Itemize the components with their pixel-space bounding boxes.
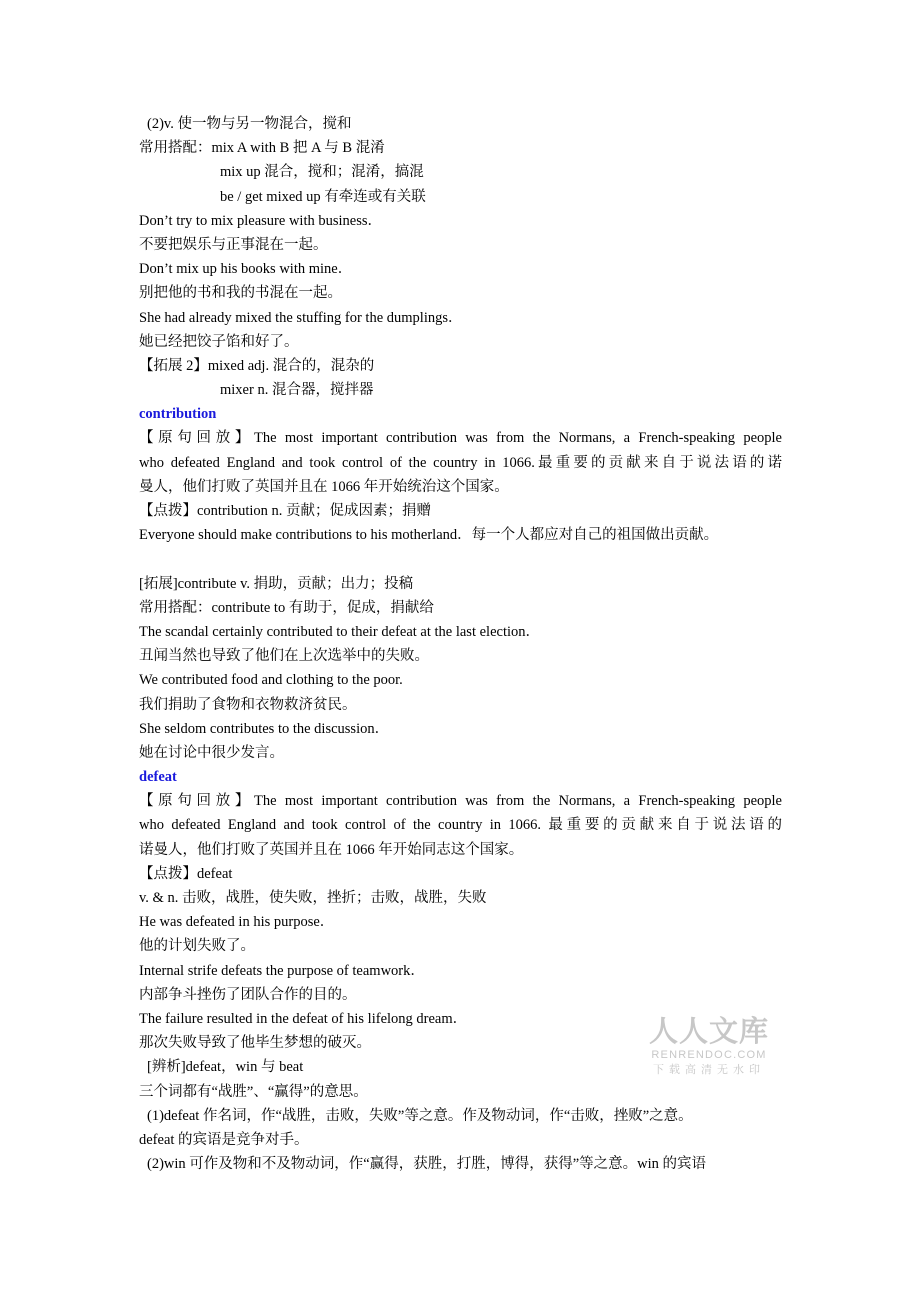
text-line: She had already mixed the stuffing for the dumplings． [139,309,463,326]
watermark-logo [646,1016,772,1078]
text-line: Internal strife defeats the purpose of teamwork． [139,962,425,979]
watermark-subtitle: 下载高清无水印 [653,1064,765,1076]
text-line: Don’t try to mix pleasure with business． [139,212,382,229]
text-line: (2)win 可作及物和不及物动词，作“赢得，获胜，打胜，博得，获得”等之意。win 的宾语 [147,1156,707,1173]
text-line: 【原句回放】The most important contribution was from the Normans, a French-speaking people [139,430,782,447]
text-line: who defeated England and took control of the country in 1066. 最重要的贡献来自于说法语的 [139,817,782,834]
text-line: 我们捐助了食物和衣物救济贫民。 [139,696,357,713]
text-line: He was defeated in his purpose． [139,914,335,931]
text-line: Don’t mix up his books with mine． [139,261,353,278]
text-line: 那次失败导致了他毕生梦想的破灭。 [139,1035,371,1052]
text-line: 诺曼人，他们打败了英国并且在 1066 年开始同志这个国家。 [139,841,524,858]
text-line: 三个词都有“战胜”、“赢得”的意思。 [139,1083,368,1100]
text-line: 【原句回放】The most important contribution was from the Normans, a French-speaking people [139,793,782,810]
text-line: v. & n. 击败，战胜，使失败，挫折；击败，战胜，失败 [139,890,487,906]
section-heading-defeat: defeat [139,769,177,786]
text-line: The failure resulted in the defeat of his lifelong dream． [139,1010,468,1027]
text-line: 【点拨】defeat [139,865,233,882]
text-line: who defeated England and took control of the country in 1066.最重要的贡献来自于说法语的诺 [139,454,782,471]
text-line: 丑闻当然也导致了他们在上次选举中的失败。 [139,648,429,665]
text-line: 常用搭配：contribute to 有助于，促成，捐献给 [139,599,434,616]
watermark-title: 人人文库 [648,1016,769,1048]
text-line: [拓展]contribute v. 捐助，贡献；出力；投稿 [139,575,414,592]
text-line: 曼人，他们打败了英国并且在 1066 年开始统治这个国家。 [139,478,509,495]
text-line: [辨析]defeat，win 与 beat [147,1059,304,1076]
text-line: 【拓展 2】mixed adj. 混合的，混杂的 [139,357,375,374]
text-line: be / get mixed up 有牵连或有关联 [220,188,426,205]
text-line: The scandal certainly contributed to their defeat at the last election． [139,623,541,640]
text-line: 她在讨论中很少发言。 [139,744,284,761]
text-line: Everyone should make contributions to his motherland．每一个人都应对自己的祖国做出贡献。 [139,527,719,544]
watermark-url: RENRENDOC.COM [651,1049,767,1061]
blank-line [139,547,782,571]
text-line: 他的计划失败了。 [139,938,255,955]
text-line: 不要把娱乐与正事混在一起。 [139,236,328,253]
text-line: We contributed food and clothing to the poor. [139,672,403,689]
text-line: 常用搭配：mix A with B 把 A 与 B 混淆 [139,140,385,157]
text-line: 【点拨】contribution n. 贡献；促成因素；捐赠 [139,503,432,519]
text-line: 她已经把饺子馅和好了。 [139,333,299,350]
section-heading-contribution: contribution [139,406,217,423]
text-line: (2)v. 使一物与另一物混合，搅和 [147,116,352,132]
text-line: 别把他的书和我的书混在一起。 [139,285,342,302]
text-line: 内部争斗挫伤了团队合作的目的。 [139,986,357,1003]
text-line: (1)defeat 作名词，作“战胜，击败，失败”等之意。作及物动词，作“击败，挫败”之意。 [147,1107,693,1124]
text-line: mix up 混合，搅和；混淆，搞混 [220,164,424,181]
text-line: mixer n. 混合器，搅拌器 [220,382,374,399]
text-line: defeat 的宾语是竞争对手。 [139,1131,309,1148]
text-line: She seldom contributes to the discussion． [139,720,390,737]
